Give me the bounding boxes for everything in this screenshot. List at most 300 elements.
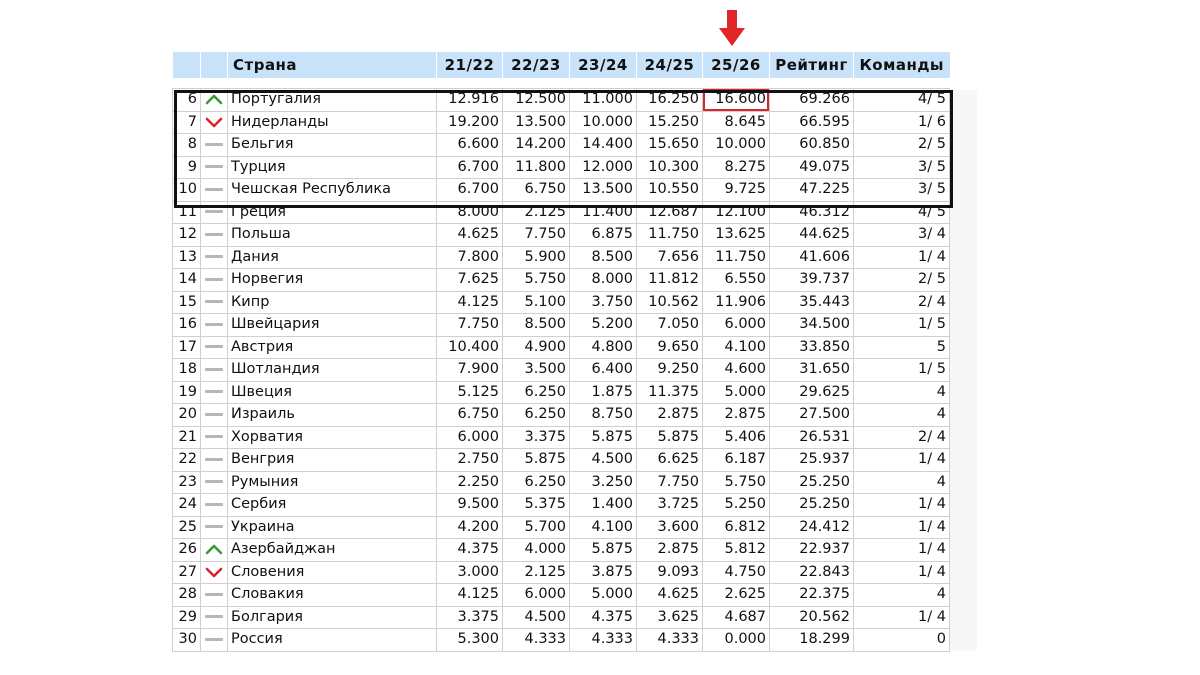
season-21-22-cell: 2.750 <box>437 449 503 472</box>
country-cell: Румыния <box>228 471 437 494</box>
trend-cell <box>201 449 228 472</box>
table-row[interactable] <box>173 201 950 224</box>
country-cell: Португалия <box>228 89 437 112</box>
season-21-22-cell: 7.800 <box>437 246 503 269</box>
header-season-22-23[interactable]: 22/23 <box>503 52 570 78</box>
teams-cell: 1/ 4 <box>854 539 950 562</box>
trend-cell <box>201 179 228 202</box>
rank-cell: 20 <box>173 404 201 427</box>
rating-cell: 69.266 <box>770 89 854 112</box>
highlighted-value-cell: 16.600 <box>703 89 770 112</box>
teams-cell: 4 <box>854 404 950 427</box>
dash-icon <box>205 143 223 146</box>
table-row[interactable] <box>173 471 950 494</box>
header-rank[interactable] <box>173 52 201 78</box>
season-21-22-cell: 4.200 <box>437 516 503 539</box>
trend-cell <box>201 606 228 629</box>
season-24-25-cell: 10.300 <box>637 156 703 179</box>
season-21-22-cell: 6.700 <box>437 179 503 202</box>
trend-cell <box>201 494 228 517</box>
table-row[interactable] <box>173 629 950 652</box>
season-23-24-cell: 3.250 <box>570 471 637 494</box>
rating-cell: 22.937 <box>770 539 854 562</box>
season-21-22-cell: 4.375 <box>437 539 503 562</box>
table-row[interactable] <box>173 179 950 202</box>
season-23-24-cell: 5.200 <box>570 314 637 337</box>
dash-icon <box>205 255 223 258</box>
season-24-25-cell: 5.875 <box>637 426 703 449</box>
rating-cell: 29.625 <box>770 381 854 404</box>
table-row[interactable] <box>173 584 950 607</box>
trend-cell <box>201 359 228 382</box>
season-25-26-cell: 11.906 <box>703 291 770 314</box>
trend-cell <box>201 516 228 539</box>
rank-cell: 29 <box>173 606 201 629</box>
season-24-25-cell: 15.650 <box>637 134 703 157</box>
header-season-25-26[interactable]: 25/26 <box>703 52 770 78</box>
season-24-25-cell: 11.812 <box>637 269 703 292</box>
country-cell: Украина <box>228 516 437 539</box>
season-24-25-cell: 15.250 <box>637 111 703 134</box>
rank-cell: 16 <box>173 314 201 337</box>
table-row[interactable] <box>173 381 950 404</box>
table-row[interactable] <box>173 336 950 359</box>
season-24-25-cell: 3.625 <box>637 606 703 629</box>
dash-icon <box>205 525 223 528</box>
season-24-25-cell: 7.750 <box>637 471 703 494</box>
country-cell: Норвегия <box>228 269 437 292</box>
dash-icon <box>205 593 223 596</box>
season-21-22-cell: 4.125 <box>437 291 503 314</box>
trend-cell <box>201 561 228 584</box>
season-24-25-cell: 9.093 <box>637 561 703 584</box>
teams-cell: 2/ 5 <box>854 134 950 157</box>
season-22-23-cell: 4.333 <box>503 629 570 652</box>
season-21-22-cell: 3.375 <box>437 606 503 629</box>
table-row[interactable] <box>173 404 950 427</box>
teams-cell: 3/ 4 <box>854 224 950 247</box>
season-25-26-cell: 6.000 <box>703 314 770 337</box>
teams-cell: 1/ 4 <box>854 561 950 584</box>
table-row[interactable] <box>173 314 950 337</box>
dash-icon <box>205 210 223 213</box>
season-21-22-cell: 6.600 <box>437 134 503 157</box>
season-24-25-cell: 7.656 <box>637 246 703 269</box>
season-23-24-cell: 1.400 <box>570 494 637 517</box>
table-row[interactable] <box>173 291 950 314</box>
country-cell: Хорватия <box>228 426 437 449</box>
season-25-26-cell: 4.687 <box>703 606 770 629</box>
dash-icon <box>205 390 223 393</box>
season-23-24-cell: 8.500 <box>570 246 637 269</box>
season-25-26-cell: 8.645 <box>703 111 770 134</box>
trend-cell <box>201 539 228 562</box>
season-22-23-cell: 2.125 <box>503 201 570 224</box>
season-21-22-cell: 5.125 <box>437 381 503 404</box>
season-25-26-cell: 2.625 <box>703 584 770 607</box>
season-22-23-cell: 6.250 <box>503 381 570 404</box>
country-cell: Шотландия <box>228 359 437 382</box>
trend-cell <box>201 381 228 404</box>
trend-cell <box>201 584 228 607</box>
season-22-23-cell: 3.375 <box>503 426 570 449</box>
table-body <box>173 78 950 651</box>
season-25-26-cell: 9.725 <box>703 179 770 202</box>
season-21-22-cell: 12.916 <box>437 89 503 112</box>
rank-cell: 12 <box>173 224 201 247</box>
teams-cell: 4 <box>854 471 950 494</box>
season-24-25-cell: 11.750 <box>637 224 703 247</box>
header-spacer <box>173 78 950 89</box>
season-23-24-cell: 5.000 <box>570 584 637 607</box>
season-23-24-cell: 1.875 <box>570 381 637 404</box>
season-22-23-cell: 6.250 <box>503 471 570 494</box>
season-23-24-cell: 12.000 <box>570 156 637 179</box>
rating-cell: 35.443 <box>770 291 854 314</box>
teams-cell: 3/ 5 <box>854 156 950 179</box>
country-cell: Словения <box>228 561 437 584</box>
season-21-22-cell: 2.250 <box>437 471 503 494</box>
table-row[interactable] <box>173 426 950 449</box>
season-24-25-cell: 9.650 <box>637 336 703 359</box>
season-21-22-cell: 4.125 <box>437 584 503 607</box>
rank-cell: 8 <box>173 134 201 157</box>
season-23-24-cell: 6.400 <box>570 359 637 382</box>
table-row[interactable] <box>173 539 950 562</box>
trend-cell <box>201 426 228 449</box>
table-row[interactable] <box>173 606 950 629</box>
rating-cell: 18.299 <box>770 629 854 652</box>
country-cell: Швейцария <box>228 314 437 337</box>
down-arrow-icon <box>719 10 745 46</box>
trend-cell <box>201 314 228 337</box>
teams-cell: 0 <box>854 629 950 652</box>
trend-cell <box>201 471 228 494</box>
trend-cell <box>201 201 228 224</box>
country-cell: Австрия <box>228 336 437 359</box>
season-21-22-cell: 8.000 <box>437 201 503 224</box>
rating-cell: 26.531 <box>770 426 854 449</box>
country-cell: Нидерланды <box>228 111 437 134</box>
table-row[interactable] <box>173 156 950 179</box>
teams-cell: 2/ 5 <box>854 269 950 292</box>
trend-cell <box>201 336 228 359</box>
teams-cell: 1/ 5 <box>854 359 950 382</box>
rank-cell: 21 <box>173 426 201 449</box>
rank-cell: 19 <box>173 381 201 404</box>
season-21-22-cell: 3.000 <box>437 561 503 584</box>
season-22-23-cell: 8.500 <box>503 314 570 337</box>
table-row[interactable] <box>173 516 950 539</box>
season-25-26-cell: 4.750 <box>703 561 770 584</box>
rating-cell: 27.500 <box>770 404 854 427</box>
rank-cell: 17 <box>173 336 201 359</box>
season-25-26-cell: 2.875 <box>703 404 770 427</box>
country-cell: Израиль <box>228 404 437 427</box>
season-23-24-cell: 4.333 <box>570 629 637 652</box>
season-23-24-cell: 8.000 <box>570 269 637 292</box>
season-25-26-cell: 10.000 <box>703 134 770 157</box>
header-season-21-22[interactable]: 21/22 <box>437 52 503 78</box>
rank-cell: 23 <box>173 471 201 494</box>
season-23-24-cell: 4.800 <box>570 336 637 359</box>
season-22-23-cell: 5.375 <box>503 494 570 517</box>
country-cell: Кипр <box>228 291 437 314</box>
season-24-25-cell: 3.725 <box>637 494 703 517</box>
dash-icon <box>205 413 223 416</box>
teams-cell: 4/ 5 <box>854 201 950 224</box>
teams-cell: 1/ 4 <box>854 516 950 539</box>
table-row[interactable] <box>173 246 950 269</box>
country-cell: Турция <box>228 156 437 179</box>
season-25-26-cell: 5.812 <box>703 539 770 562</box>
season-22-23-cell: 6.000 <box>503 584 570 607</box>
season-23-24-cell: 8.750 <box>570 404 637 427</box>
dash-icon <box>205 188 223 191</box>
country-cell: Словакия <box>228 584 437 607</box>
season-21-22-cell: 7.750 <box>437 314 503 337</box>
teams-cell: 1/ 4 <box>854 494 950 517</box>
dash-icon <box>205 165 223 168</box>
rank-cell: 9 <box>173 156 201 179</box>
teams-cell: 4/ 5 <box>854 89 950 112</box>
season-22-23-cell: 5.100 <box>503 291 570 314</box>
season-23-24-cell: 10.000 <box>570 111 637 134</box>
table-row[interactable] <box>173 449 950 472</box>
dash-icon <box>205 615 223 618</box>
rating-cell: 22.375 <box>770 584 854 607</box>
season-22-23-cell: 5.700 <box>503 516 570 539</box>
season-23-24-cell: 13.500 <box>570 179 637 202</box>
rank-cell: 13 <box>173 246 201 269</box>
teams-cell: 4 <box>854 584 950 607</box>
rating-cell: 44.625 <box>770 224 854 247</box>
season-25-26-cell: 6.550 <box>703 269 770 292</box>
dash-icon <box>205 368 223 371</box>
season-25-26-cell: 5.406 <box>703 426 770 449</box>
header-trend[interactable] <box>201 52 228 78</box>
season-23-24-cell: 3.875 <box>570 561 637 584</box>
rank-cell: 10 <box>173 179 201 202</box>
trend-cell <box>201 629 228 652</box>
trend-cell <box>201 224 228 247</box>
season-24-25-cell: 10.562 <box>637 291 703 314</box>
season-25-26-cell: 11.750 <box>703 246 770 269</box>
rank-cell: 6 <box>173 89 201 112</box>
season-24-25-cell: 4.333 <box>637 629 703 652</box>
country-cell: Венгрия <box>228 449 437 472</box>
season-22-23-cell: 6.750 <box>503 179 570 202</box>
dash-icon <box>205 233 223 236</box>
dash-icon <box>205 435 223 438</box>
season-21-22-cell: 6.000 <box>437 426 503 449</box>
rank-cell: 22 <box>173 449 201 472</box>
season-21-22-cell: 19.200 <box>437 111 503 134</box>
rating-cell: 66.595 <box>770 111 854 134</box>
trend-cell <box>201 156 228 179</box>
teams-cell: 1/ 4 <box>854 449 950 472</box>
table-row[interactable] <box>173 111 950 134</box>
country-cell: Польша <box>228 224 437 247</box>
season-21-22-cell: 9.500 <box>437 494 503 517</box>
country-cell: Азербайджан <box>228 539 437 562</box>
season-21-22-cell: 7.625 <box>437 269 503 292</box>
season-21-22-cell: 6.750 <box>437 404 503 427</box>
season-22-23-cell: 7.750 <box>503 224 570 247</box>
rank-cell: 30 <box>173 629 201 652</box>
table-row[interactable] <box>173 134 950 157</box>
dash-icon <box>205 345 223 348</box>
season-25-26-cell: 8.275 <box>703 156 770 179</box>
rank-cell: 27 <box>173 561 201 584</box>
teams-cell: 1/ 4 <box>854 246 950 269</box>
season-21-22-cell: 6.700 <box>437 156 503 179</box>
season-23-24-cell: 4.375 <box>570 606 637 629</box>
header-season-24-25[interactable]: 24/25 <box>637 52 703 78</box>
dash-icon <box>205 300 223 303</box>
country-cell: Греция <box>228 201 437 224</box>
season-22-23-cell: 5.875 <box>503 449 570 472</box>
rank-cell: 26 <box>173 539 201 562</box>
country-cell: Россия <box>228 629 437 652</box>
country-cell: Болгария <box>228 606 437 629</box>
season-25-26-cell: 4.100 <box>703 336 770 359</box>
rating-cell: 20.562 <box>770 606 854 629</box>
season-23-24-cell: 5.875 <box>570 426 637 449</box>
table-row[interactable] <box>173 224 950 247</box>
season-23-24-cell: 11.400 <box>570 201 637 224</box>
table-row[interactable] <box>173 359 950 382</box>
season-22-23-cell: 3.500 <box>503 359 570 382</box>
season-25-26-cell: 5.250 <box>703 494 770 517</box>
season-25-26-cell: 0.000 <box>703 629 770 652</box>
trend-cell <box>201 246 228 269</box>
country-cell: Швеция <box>228 381 437 404</box>
header-season-23-24[interactable]: 23/24 <box>570 52 637 78</box>
country-cell: Чешская Республика <box>228 179 437 202</box>
header-row <box>173 52 950 78</box>
rating-cell: 49.075 <box>770 156 854 179</box>
season-24-25-cell: 7.050 <box>637 314 703 337</box>
season-22-23-cell: 5.750 <box>503 269 570 292</box>
season-22-23-cell: 11.800 <box>503 156 570 179</box>
season-23-24-cell: 6.875 <box>570 224 637 247</box>
table-row[interactable] <box>173 561 950 584</box>
chevron-up-icon <box>205 542 223 556</box>
season-25-26-cell: 5.750 <box>703 471 770 494</box>
season-24-25-cell: 9.250 <box>637 359 703 382</box>
season-24-25-cell: 10.550 <box>637 179 703 202</box>
season-23-24-cell: 14.400 <box>570 134 637 157</box>
season-22-23-cell: 5.900 <box>503 246 570 269</box>
season-25-26-cell: 5.000 <box>703 381 770 404</box>
season-25-26-cell: 12.100 <box>703 201 770 224</box>
season-25-26-cell: 4.600 <box>703 359 770 382</box>
table-row[interactable] <box>173 269 950 292</box>
season-22-23-cell: 12.500 <box>503 89 570 112</box>
season-22-23-cell: 6.250 <box>503 404 570 427</box>
teams-cell: 5 <box>854 336 950 359</box>
rank-cell: 25 <box>173 516 201 539</box>
table-row[interactable] <box>173 494 950 517</box>
trend-cell <box>201 291 228 314</box>
rank-cell: 28 <box>173 584 201 607</box>
season-24-25-cell: 12.687 <box>637 201 703 224</box>
season-23-24-cell: 4.100 <box>570 516 637 539</box>
trend-cell <box>201 111 228 134</box>
season-24-25-cell: 4.625 <box>637 584 703 607</box>
season-21-22-cell: 5.300 <box>437 629 503 652</box>
rating-cell: 47.225 <box>770 179 854 202</box>
dash-icon <box>205 638 223 641</box>
season-22-23-cell: 14.200 <box>503 134 570 157</box>
season-23-24-cell: 5.875 <box>570 539 637 562</box>
teams-cell: 2/ 4 <box>854 291 950 314</box>
rating-cell: 31.650 <box>770 359 854 382</box>
season-23-24-cell: 4.500 <box>570 449 637 472</box>
season-22-23-cell: 2.125 <box>503 561 570 584</box>
teams-cell: 1/ 4 <box>854 606 950 629</box>
trend-cell <box>201 89 228 112</box>
header-teams[interactable]: Команды <box>854 52 950 78</box>
teams-cell: 4 <box>854 381 950 404</box>
season-24-25-cell: 2.875 <box>637 404 703 427</box>
rating-cell: 22.843 <box>770 561 854 584</box>
season-21-22-cell: 4.625 <box>437 224 503 247</box>
header-rating[interactable]: Рейтинг <box>770 52 854 78</box>
table-row[interactable] <box>173 89 950 112</box>
dash-icon <box>205 323 223 326</box>
teams-cell: 3/ 5 <box>854 179 950 202</box>
rank-cell: 18 <box>173 359 201 382</box>
rank-cell: 14 <box>173 269 201 292</box>
season-23-24-cell: 3.750 <box>570 291 637 314</box>
uefa-ranking-table <box>172 52 950 652</box>
rating-cell: 24.412 <box>770 516 854 539</box>
rating-cell: 46.312 <box>770 201 854 224</box>
country-cell: Дания <box>228 246 437 269</box>
teams-cell: 1/ 5 <box>854 314 950 337</box>
header-country[interactable]: Страна <box>228 52 437 78</box>
season-22-23-cell: 4.900 <box>503 336 570 359</box>
season-21-22-cell: 10.400 <box>437 336 503 359</box>
rating-cell: 25.250 <box>770 494 854 517</box>
rating-cell: 33.850 <box>770 336 854 359</box>
rating-cell: 34.500 <box>770 314 854 337</box>
country-cell: Сербия <box>228 494 437 517</box>
rating-cell: 25.250 <box>770 471 854 494</box>
season-24-25-cell: 2.875 <box>637 539 703 562</box>
rating-cell: 39.737 <box>770 269 854 292</box>
season-24-25-cell: 3.600 <box>637 516 703 539</box>
season-24-25-cell: 11.375 <box>637 381 703 404</box>
dash-icon <box>205 480 223 483</box>
dash-icon <box>205 503 223 506</box>
rank-cell: 7 <box>173 111 201 134</box>
teams-cell: 1/ 6 <box>854 111 950 134</box>
trend-cell <box>201 134 228 157</box>
season-24-25-cell: 6.625 <box>637 449 703 472</box>
rank-cell: 24 <box>173 494 201 517</box>
season-22-23-cell: 4.000 <box>503 539 570 562</box>
season-22-23-cell: 4.500 <box>503 606 570 629</box>
trend-cell <box>201 404 228 427</box>
rank-cell: 11 <box>173 201 201 224</box>
season-23-24-cell: 11.000 <box>570 89 637 112</box>
season-25-26-cell: 6.812 <box>703 516 770 539</box>
country-cell: Бельгия <box>228 134 437 157</box>
chevron-down-icon <box>205 115 223 129</box>
